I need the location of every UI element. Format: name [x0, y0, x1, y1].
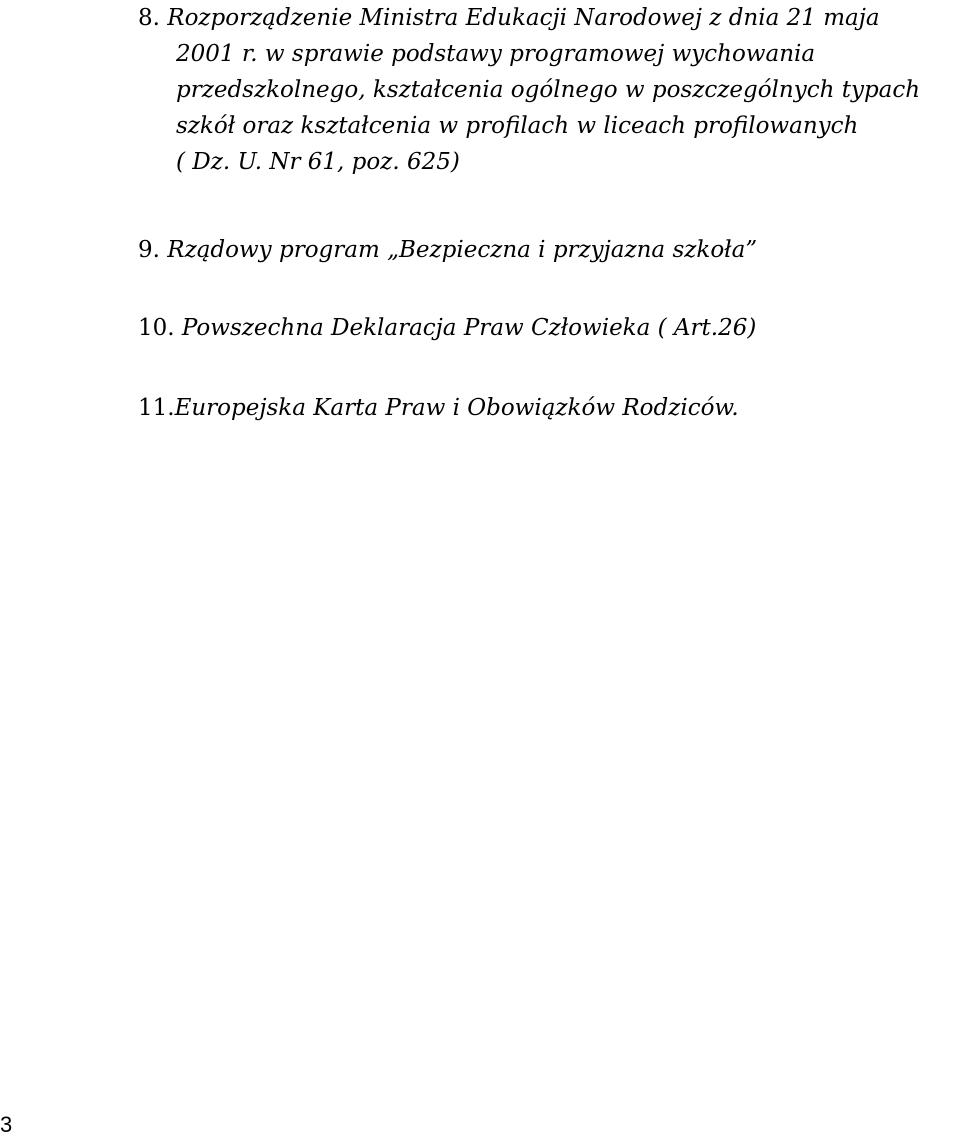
item-text-line: przedszkolnego, kształcenia ogólnego w poszczególnych typach	[176, 77, 921, 103]
item-number: 8.	[138, 5, 160, 31]
item-number: 9.	[138, 237, 160, 263]
list-item	[138, 390, 739, 426]
item-text-line: 2001 r. w sprawie podstawy programowej wychowania	[176, 41, 816, 67]
list-item	[138, 0, 920, 180]
item-number: 11.	[138, 395, 175, 421]
page-number: 3	[0, 1112, 13, 1137]
list-item	[138, 310, 756, 346]
item-text: Powszechna Deklaracja Praw Człowieka ( Art.26)	[181, 315, 757, 341]
item-text: Europejska Karta Praw i Obowiązków Rodziców.	[174, 395, 739, 421]
item-text-line: ( Dz. U. Nr 61, poz. 625)	[176, 149, 460, 175]
list-item	[138, 232, 757, 268]
item-text-line: Rozporządzenie Ministra Edukacji Narodowej z dnia 21 maja	[167, 5, 880, 31]
item-text-line: szkół oraz kształcenia w profilach w liceach profilowanych	[176, 113, 859, 139]
item-number: 10.	[138, 315, 175, 341]
item-text: Rządowy program „Bezpieczna i przyjazna szkoła”	[167, 237, 758, 263]
